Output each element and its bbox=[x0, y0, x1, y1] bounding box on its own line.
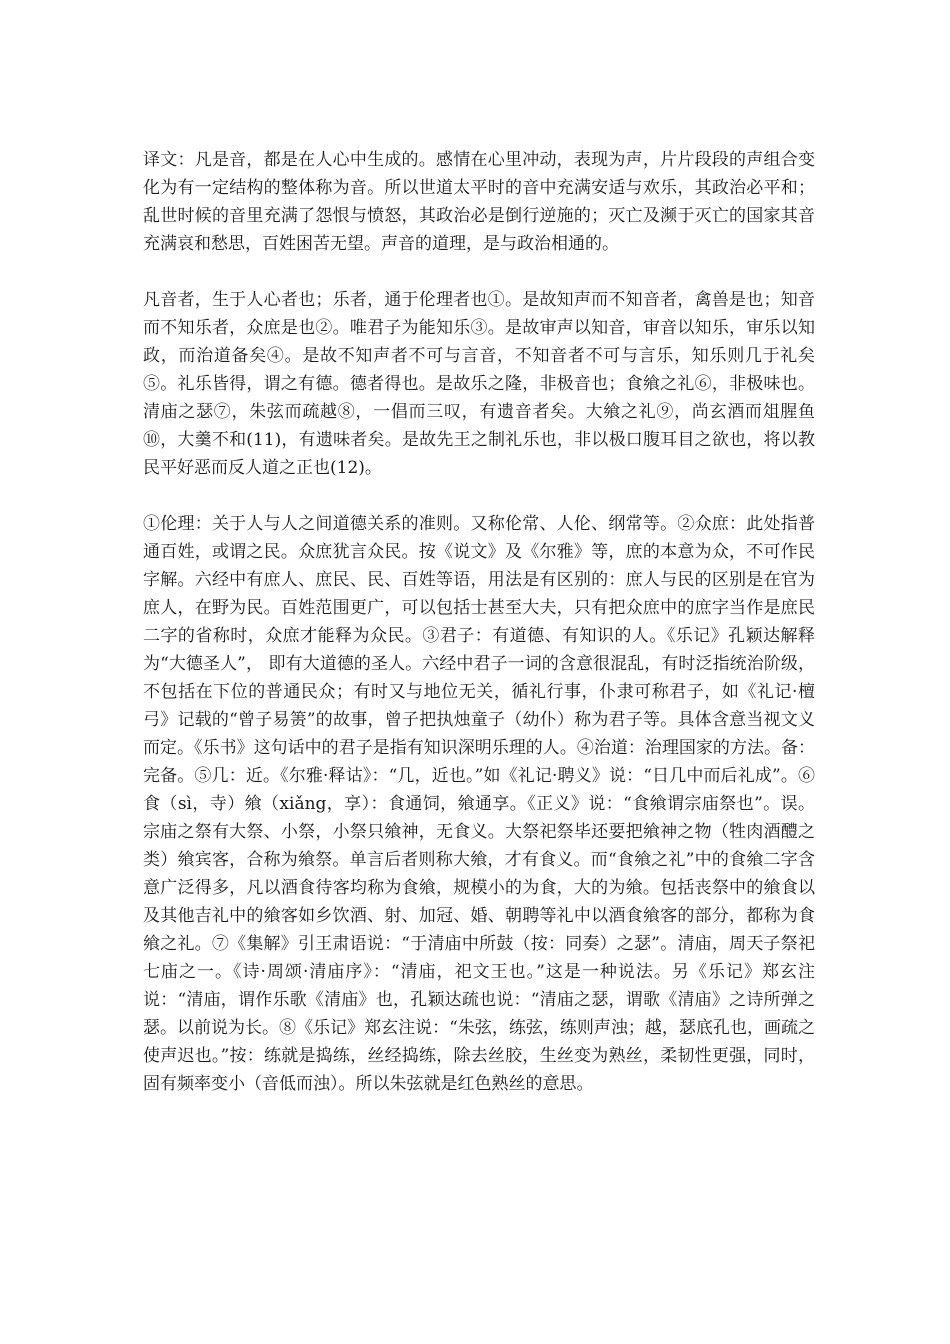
original-text-paragraph: 凡音者，生于人心者也；乐者，通于伦理者也①。是故知声而不知音者，禽兽是也；知音而不知乐者，众庶是也②。唯君子为能知乐③。是故审声以知音，审音以知乐，审乐以知政，而治道备矣④。是故不知声者不可与言音，不知音者不可与言乐，知乐则几于礼矣⑤。礼乐皆得，谓之有德。德者得也。是故乐之隆，非极音也；食飨之礼⑥，非极味也。清庙之瑟⑦，朱弦而疏越⑧，一倡而三叹，有遗音者矣。大飨之礼⑨，尚玄酒而俎腥鱼⑩，大羹不和(11)，有遗味者矣。是故先王之制礼乐也，非以极口腹耳目之欲也，将以教民平好恶而反人道之正也(12)。 bbox=[143, 290, 815, 478]
annotation-paragraph: ①伦理：关于人与人之间道德关系的准则。又称伦常、人伦、纲常等。②众庶：此处指普通百姓，或谓之民。众庶犹言众民。按《说文》及《尔雅》等，庶的本意为众，不可作民字解。六经中有庶人、庶民、民、百姓等语，用法是有区别的：庶人与民的区别是在官为庶人，在野为民。百姓范围更广，可以包括士甚至大夫，只有把众庶中的庶字当作是庶民二字的省称时，众庶才能释为众民。③君子：有道德、有知识的人。《乐记》孔颖达解释为“大德圣人”， 即有大道德的圣人。六经中君子一词的含意很混乱，有时泛指统治阶级，不包括在下位的普通民众；有时又与地位无关，循礼行事，仆隶可称君子，如《礼记·檀弓》记载的“曾子易箦”的故事，曾子把执烛童子（幼仆）称为君子等。具体含意当视文义而定。《乐书》这句话中的君子是指有知识深明乐理的人。④治道：治理国家的方法。备：完备。⑤几：近。《尔雅·释诂》：“几，近也。”如《礼记·聘义》说：“日几中而后礼成”。⑥食（sì，寺）飨（xiǎng，享）：食通饲，飨通享。《正义》说：“食飨谓宗庙祭也”。误。宗庙之祭有大祭、小祭，小祭只飨神，无食义。大祭祀祭毕还要把飨神之物（牲肉酒醴之类）飨宾客，合称为飨祭。单言后者则称大飨，才有食义。而“食飨之礼”中的食飨二字含意广泛得多，凡以酒食待客均称为食飨，规模小的为食，大的为飨。包括丧祭中的飨食以及其他吉礼中的飨客如乡饮酒、射、加冠、婚、朝聘等礼中以酒食飨客的部分，都称为食飨之礼。⑦《集解》引王肃语说：“于清庙中所鼓（按：同奏）之瑟”。清庙，周天子祭祀七庙之一。《诗·周颂·清庙序》：“清庙，祀文王也。”这是一种说法。另《乐记》郑玄注说：“清庙，谓作乐歌《清庙》也，孔颖达疏也说：“清庙之瑟，谓歌《清庙》之诗所弹之瑟。以前说为长。⑧《乐记》郑玄注说：“朱弦，练弦，练则声浊；越，瑟底孔也，画疏之使声迟也。”按：练就是捣练，丝经捣练，除去丝胶，生丝变为熟丝，柔韧性更强，同时，固有频率变小（音低而浊）。所以朱弦就是红色熟丝的意思。 bbox=[143, 514, 815, 1094]
document-body bbox=[143, 146, 815, 1098]
translation-paragraph: 译文：凡是音，都是在人心中生成的。感情在心里冲动，表现为声，片片段段的声组合变化为有一定结构的整体称为音。所以世道太平时的音中充满安适与欢乐，其政治必平和；乱世时候的音里充满了怨恨与愤怒，其政治必是倒行逆施的；灭亡及濒于灭亡的国家其音充满哀和愁思，百姓困苦无望。声音的道理，是与政治相通的。 bbox=[143, 150, 815, 254]
